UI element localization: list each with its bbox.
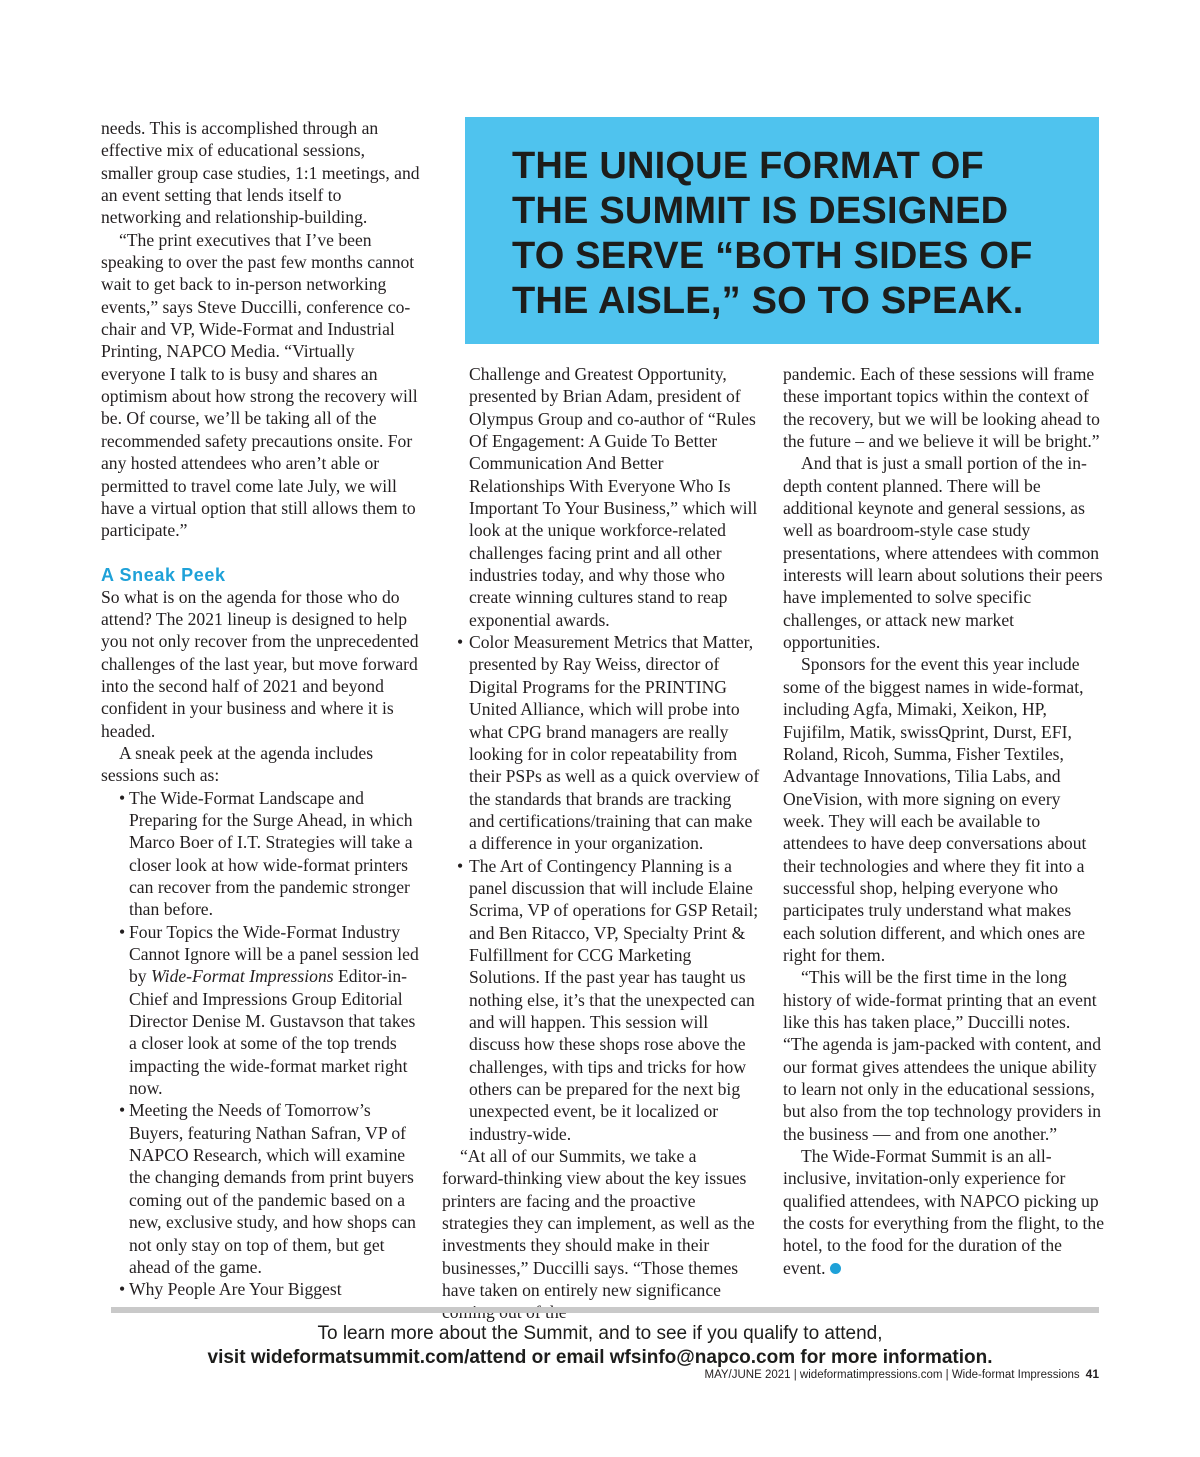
body-paragraph: “At all of our Summits, we take a forward-thinking view about the key issues printers are facing and the proactive strategies they can implement, as well as the investments they should make in their businesses,” Duccilli says. “Those themes have taken on entirely new significance [442,1146,755,1301]
article-column-2 [442,363,760,1324]
pull-quote-line: TO SERVE “BOTH SIDES OF [512,235,1033,277]
footer-text: MAY/JUNE 2021 | wideformatimpressions.com | Wide-format Impressions [704,1369,1080,1381]
call-to-action [101,1322,1099,1370]
body-paragraph: Sponsors for the event this year include some of the biggest names in wide-format, including Agfa, Mimaki, Xeikon, HP, Fujifilm, Matik, swissQprint, Durst, EFI, Roland, Ricoh, Summa, Fisher Textiles, Advantage Innovations, Tilia Labs, and OneVision, with more signing on every week. They will each be available to attendees to have deep conversations about their technologies and where they fit into a successful shop, helping everyone who participates truly understand what makes each solution different, and which ones are right for them. [783,654,1087,965]
agenda-list [101,787,421,1301]
body-paragraph: And that is just a small portion of the in-depth content planned. There will be additional keynote and general sessions, as well as boardroom-style case study presentations, where attendees with common interests will learn about solutions their peers have implemented to solve specific challenges, or attack new market opportunities. [783,453,1103,653]
pull-quote-line: THE AISLE,” SO TO SPEAK. [512,280,1024,322]
agenda-item: • The Art of Contingency Planning is a panel discussion that will include Elaine Scrima, VP of operations for GSP Retail; and Ben Ritacco, VP, Specialty Print & Fulfillment for CCG Marketing Solutions. If the past year has taught us nothing else, it’s that the unexpected can and will happen. This session will discuss how these shops rose above the challenges, with tips and tricks for how others can be prepared for the next big unexpected event, be it localized or industry-wide. [442,855,760,1145]
body-paragraph: “The print executives that I’ve been speaking to over the past few months cannot wait to get back to in-person networking events,” says Steve Duccilli, conference co-chair and VP, Wide-Format and Industrial Printing, NAPCO Media. “Virtually everyone I talk to is busy and shares an optimism about how strong the recovery will be. Of course, we’ll be taking all of the recommended safety precautions onsite. For any hosted attendees who aren’t able or permitted to travel come late July, we will have a virtual option that still allows them to participate.” [101,229,418,541]
article-column-1 [101,117,421,1301]
agenda-item: • Meeting the Needs of Tomorrow’s Buyers, featuring Nathan Safran, VP of NAPCO Research, which will examine the changing demands from print buyers coming out of the pandemic based on a new, exclusive study, and how shops can not only stay on top of them, but get ahead of the game. [101,1099,421,1278]
closing-paragraph-text: The Wide-Format Summit is an all-inclusive, invitation-only experience for qualified attendees, with NAPCO picking up the costs for everything from the flight, to the hotel, to the food for the duration of the event. [783,1146,1105,1278]
page-number: 41 [1085,1367,1099,1381]
agenda-item-continued: Challenge and Greatest Opportunity, presented by Brian Adam, president of Olympus Group and co-author of “Rules Of Engagement: A Guide To Better Communication And Better Relationships With Everyone Who Is Important To Your Business,” which will look at the unique workforce-related challenges facing print and all other industries today, and why those who create winning cultures stand to reap exponential awards. [469,364,758,630]
pull-quote-line: THE SUMMIT IS DESIGNED [512,190,1009,232]
agenda-item-text: Editor-in-Chief and Impressions Group Editorial Director Denise M. Gustavson that takes a closer look at some of the top trends impacting the wide-format market right now. [129,966,416,1099]
body-paragraph: pandemic. Each of these sessions will frame these important topics within the context of the recovery, but we will be looking ahead to the future – and we believe it will be bright.” [783,364,1100,452]
body-paragraph: So what is on the agenda for those who do attend? The 2021 lineup is designed to help you not only recover from the unprecedented challenges of the last year, but move forward into the second half of 2021 and beyond confident in your business and where it is headed. [101,586,419,741]
agenda-item: • Why People Are Your Biggest [101,1278,421,1300]
page-footer [704,1367,1099,1381]
body-paragraph [783,1145,1105,1279]
end-mark-icon [830,1263,841,1274]
body-paragraph: “This will be the first time in the long history of wide-format printing that an event like this has taken place,” Duccilli notes. “The agenda is jam-packed with content, and our format gives attendees the unique ability to learn not only in the educational sessions, but also from the top technology providers in the business — and from one another.” [783,967,1102,1144]
cta-link-line[interactable]: visit wideformatsummit.com/attend or email wfsinfo@napco.com for more information. [207,1347,993,1368]
pull-quote-text [512,144,1092,324]
article-column-3 [783,363,1105,1279]
agenda-item-text: Four Topics the Wide-Format Industry Cannot Ignore will be a panel session led by [129,921,419,987]
body-paragraph: needs. This is accomplished through an effective mix of educational sessions, smaller group case studies, 1:1 meetings, and an event setting that lends itself to networking and relationship-building. [101,118,420,228]
section-subhead: A Sneak Peek [101,564,226,585]
pull-quote-box [465,117,1099,344]
pull-quote-line: THE UNIQUE FORMAT OF [512,145,984,187]
agenda-item [101,921,421,1100]
body-paragraph: A sneak peek at the agenda includes sessions such as: [101,742,374,786]
cta-line: To learn more about the Summit, and to see if you qualify to attend, [317,1323,883,1344]
divider-rule [111,1307,1099,1313]
agenda-list [442,631,760,1145]
agenda-item: • The Wide-Format Landscape and Preparing for the Surge Ahead, in which Marco Boer of I.T. Strategies will take a closer look at how wide-format printers can recover from the pandemic stronger than before. [101,787,421,921]
agenda-item: • Color Measurement Metrics that Matter, presented by Ray Weiss, director of Digital Programs for the PRINTING United Alliance, which will probe into what CPG brand managers are really looking for in color repeatability from their PSPs as well as a quick overview of the standards that brands are tracking and certifications/training that can make a difference in your organization. [442,631,760,854]
publication-title: Wide-Format Impressions [151,966,334,987]
